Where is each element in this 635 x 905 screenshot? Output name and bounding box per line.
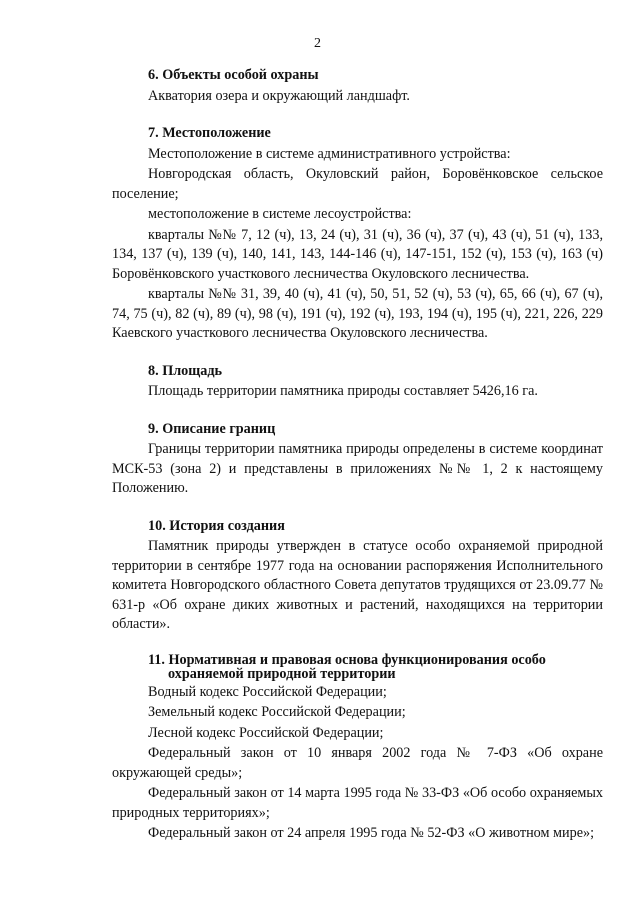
section-heading: 10. История создания [148, 517, 285, 534]
paragraph: местоположение в системе лесоустройства: [148, 206, 412, 222]
paragraph: Федеральный закон от 14 марта 1995 года № 33-ФЗ «Об особо охраняемых природных территориях»; [112, 785, 603, 821]
paragraph: Памятник природы утвержден в статусе особо охраняемой природной территории в сентябре 1977 года на основании распоряжения Исполнительного комитета Новгородского областного Совета депутатов трудящихся от 23.09.77 № 631-р «Об охране диких животных и растений, находящихся на территории области». [112, 538, 603, 632]
section-heading: 9. Описание границ [148, 420, 276, 437]
paragraph: Границы территории памятника природы определены в системе координат МСК-53 (зона 2) и представлены в приложениях №№ 1, 2 к настоящему Положению. [112, 441, 603, 496]
page-number: 2 [314, 36, 321, 51]
section-objects-of-protection [112, 66, 603, 106]
section-heading: 8. Площадь [148, 362, 223, 379]
document-body [112, 66, 603, 862]
section-boundaries [112, 420, 603, 499]
paragraph: Новгородская область, Окуловский район, Боровёнковское сельское поселение; [112, 166, 603, 202]
paragraph: Площадь территории памятника природы составляет 5426,16 га. [148, 383, 538, 399]
section-legal-basis [112, 653, 603, 844]
section-location [112, 124, 603, 344]
paragraph: Лесной кодекс Российской Федерации; [148, 724, 384, 741]
section-heading: 7. Местоположение [148, 125, 271, 141]
paragraph: Водный кодекс Российской Федерации; [148, 683, 387, 700]
paragraph: Акватория озера и окружающий ландшафт. [148, 87, 410, 104]
section-heading: 6. Объекты особой охраны [148, 67, 319, 83]
section-heading-line-2: охраняемой природной территории [168, 665, 396, 682]
paragraph: Местоположение в системе административного устройства: [148, 145, 511, 162]
section-area [112, 362, 603, 402]
section-history [112, 517, 603, 635]
paragraph: Федеральный закон от 24 апреля 1995 года № 52-ФЗ «О животном мире»; [148, 825, 595, 841]
paragraph: кварталы №№ 7, 12 (ч), 13, 24 (ч), 31 (ч), 36 (ч), 37 (ч), 43 (ч), 51 (ч), 133, 134, 137 (ч), 139 (ч), 140, 141, 143, 144-146 (ч), 147-151, 152 (ч), 153 (ч), 163 (ч) Боровёнковского участкового лесничества Окуловского лесничества. [112, 226, 603, 282]
paragraph: кварталы №№ 31, 39, 40 (ч), 41 (ч), 50, 51, 52 (ч), 53 (ч), 65, 66 (ч), 67 (ч), 74, 75 (ч), 82 (ч), 89 (ч), 98 (ч), 191 (ч), 192 (ч), 193, 194 (ч), 195 (ч), 221, 226, 229 Каевского участкового лесничества Окуловского лесничества. [112, 286, 603, 341]
section-heading-line-1: 11. Нормативная и правовая основа функционирования особо [148, 651, 546, 668]
paragraph: Федеральный закон от 10 января 2002 года № 7-ФЗ «Об охране окружающей среды»; [112, 745, 603, 781]
paragraph: Земельный кодекс Российской Федерации; [148, 704, 406, 720]
section-heading [112, 653, 603, 681]
